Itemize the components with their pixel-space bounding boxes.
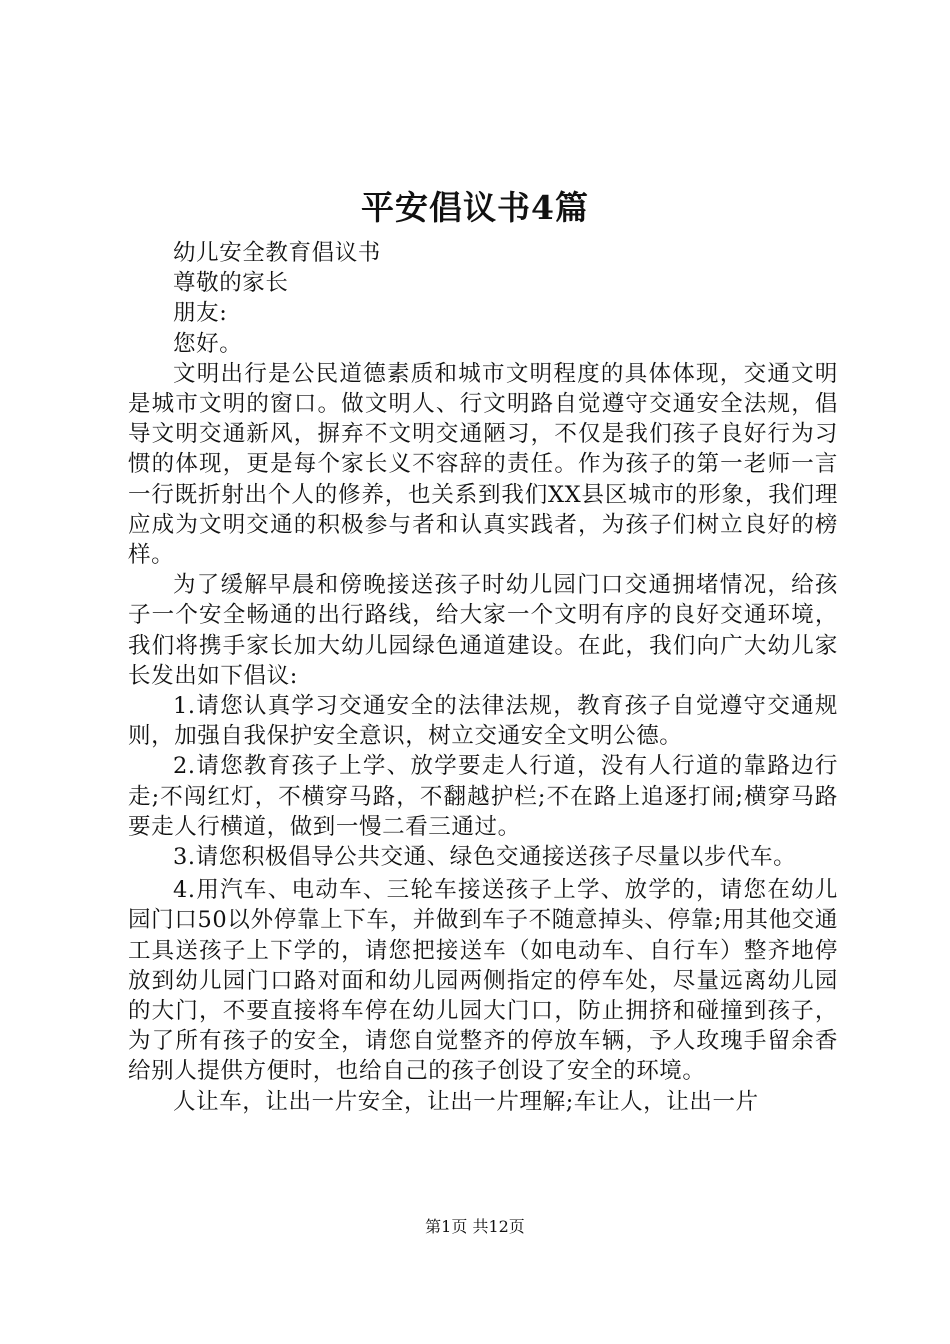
- page-footer: 第1页 共12页: [425, 1217, 525, 1236]
- paragraph-heading: 幼儿安全教育倡议书: [173, 240, 381, 266]
- paragraph-item-3: 3.请您积极倡导公共交通、绿色交通接送孩子尽量以步代车。: [173, 844, 797, 871]
- paragraph: 人让车，让出一片安全，让出一片理解;车让人，让出一片: [173, 1088, 759, 1115]
- paragraph-item-2: 2.请您教育孩子上学、放学要走人行道，没有人行道的靠路边行走;不闯红灯，不横穿马路，不翻越护栏;不在路上追逐打闹;横穿马路要走人行横道，做到一慢二看三通过。: [128, 753, 838, 840]
- document-title: 平安倡议书4篇: [361, 188, 589, 227]
- paragraph-greeting: 您好。: [173, 330, 243, 357]
- paragraph-salutation: 尊敬的家长: [173, 270, 289, 297]
- paragraph-item-4: 4.用汽车、电动车、三轮车接送孩子上学、放学的，请您在幼儿园门口50以外停靠上下车，并做到车子不随意掉头、停靠;用其他交通工具送孩子上下学的，请您把接送车（如电动车、自行车）整齐地停放到幼儿园门口路对面和幼儿园两侧指定的停车处，尽量远离幼儿园的大门，不要直接将车停在幼儿园大门口，防止拥挤和碰撞到孩子，为了所有孩子的安全，请您自觉整齐的停放车辆，予人玫瑰手留余香给别人提供方便时，也给自己的孩子创设了安全的环境。: [128, 877, 838, 1085]
- paragraph-item-1: 1.请您认真学习交通安全的法律法规，教育孩子自觉遵守交通规则，加强自我保护安全意识，树立交通安全文明公德。: [128, 693, 838, 750]
- paragraph-salutation-cont: 朋友:: [173, 300, 228, 327]
- paragraph: 为了缓解早晨和傍晚接送孩子时幼儿园门口交通拥堵情况，给孩子一个安全畅通的出行路线，给大家一个文明有序的良好交通环境，我们将携手家长加大幼儿园绿色通道建设。在此，我们向广大幼儿家长发出如下倡议:: [128, 572, 838, 689]
- paragraph: 文明出行是公民道德素质和城市文明程度的具体体现，交通文明是城市文明的窗口。做文明人、行文明路自觉遵守交通安全法规，倡导文明交通新风，摒弃不文明交通陋习，不仅是我们孩子良好行为习惯的体现，更是每个家长义不容辞的责任。作为孩子的第一老师一言一行既折射出个人的修养，也关系到我们XX县区城市的形象，我们理应成为文明交通的积极参与者和认真实践者，为孩子们树立良好的榜样。: [128, 360, 838, 569]
- document-body: [128, 238, 838, 1117]
